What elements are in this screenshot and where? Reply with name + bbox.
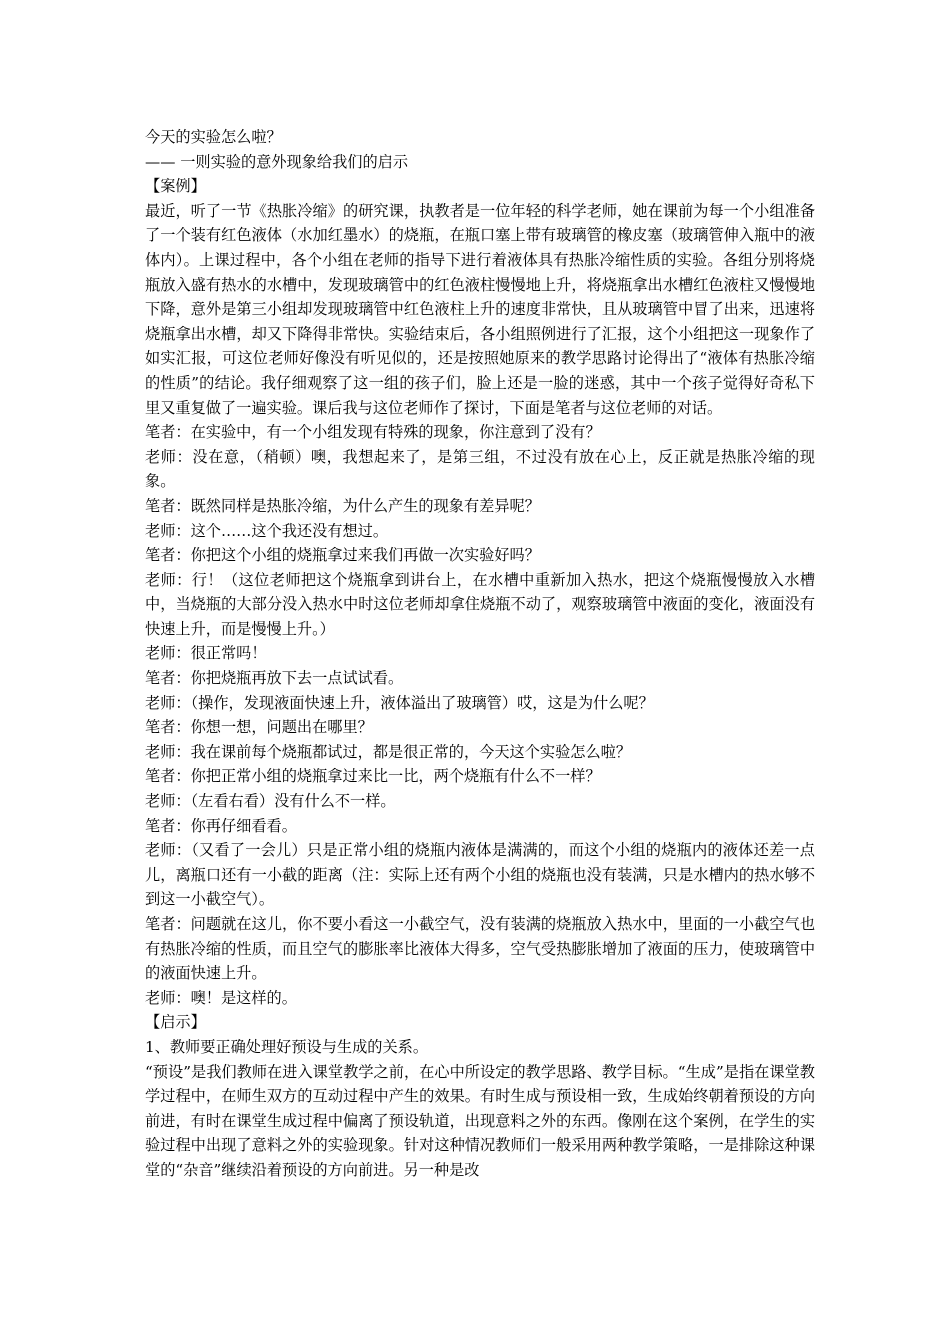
dialogue-line: 老师：很正常吗！ [145,644,267,663]
dialogue-line: 笔者：你把烧瓶再放下去一点试试看。 [145,669,404,688]
dialogue-line: 老师：没在意，（稍顿）噢，我想起来了，是第三组，不过没有放在心上，反正就是热胀冷缩的现象。 [145,447,815,491]
dialogue-line: 笔者：你把这个小组的烧瓶拿过来我们再做一次实验好吗？ [145,546,540,565]
case-intro-paragraph: 最近，听了一节《热胀冷缩》的研究课，执教者是一位年轻的科学老师，她在课前为每一个小组准备了一个装有红色液体（水加红墨水）的烧瓶，在瓶口塞上带有玻璃管的橡皮塞（玻璃管伸入瓶中的液体内）。上课过程中，各个小组在老师的指导下进行着液体具有热胀冷缩性质的实验。各组分别将烧瓶放入盛有热水的水槽中，发现玻璃管中的红色液柱慢慢地上升，将烧瓶拿出水槽红色液柱又慢慢地下降，意外是第三小组却发现玻璃管中红色液柱上升的速度非常快，且从玻璃管中冒了出来，迅速将烧瓶拿出水槽，却又下降得非常快。实验结束后，各小组照例进行了汇报，这个小组把这一现象作了如实汇报，可这位老师好像没有听见似的，还是按照她原来的教学思路讨论得出了“液体有热胀冷缩的性质”的结论。我仔细观察了这一组的孩子们，脸上还是一脸的迷惑，其中一个孩子觉得好奇私下里又重复做了一遍实验。课后我与这位老师作了探讨，下面是笔者与这位老师的对话。 [145,201,815,417]
insight-paragraph: “预设”是我们教师在进入课堂教学之前，在心中所设定的教学思路、教学目标。“生成”是指在课堂教学过程中，在师生双方的互动过程中产生的效果。有时生成与预设相一致，生成始终朝着预设的方向前进，有时在课堂生成过程中偏离了预设轨道，出现意料之外的东西。像刚在这个案例，在学生的实验过程中出现了意料之外的实验现象。针对这种情况教师们一般采用两种教学策略，一是排除这种课堂的“杂音”继续沿着预设的方向前进。另一种是改 [145,1062,815,1179]
document-page [145,125,815,1183]
dialogue-line: 笔者：在实验中，有一个小组发现有特殊的现象，你注意到了没有？ [145,423,601,442]
dialogue-line: 笔者：你再仔细看看。 [145,816,297,835]
document-title: 今天的实验怎么啦？ [145,128,282,146]
dialogue-line: 笔者：既然同样是热胀冷缩，为什么产生的现象有差异呢？ [145,496,540,515]
insight-point-1: 1、教师要正确处理好预设与生成的关系。 [145,1037,429,1056]
dialogue-line: 老师：噢！是这样的。 [145,988,297,1007]
dialogue-line: 老师：（左看右看）没有什么不一样。 [145,792,396,811]
dialogue-line: 笔者：你把正常小组的烧瓶拿过来比一比，两个烧瓶有什么不一样？ [145,767,601,786]
dialogue-line: 笔者：问题就在这儿，你不要小看这一小截空气，没有装满的烧瓶放入热水中，里面的一小截空气也有热胀冷缩的性质，而且空气的膨胀率比液体大得多，空气受热膨胀增加了液面的压力，使玻璃管中的液面快速上升。 [145,915,815,983]
section-heading-insight: 【启示】 [145,1013,206,1032]
document-subtitle: —— 一则实验的意外现象给我们的启示 [145,152,409,171]
dialogue-line: 老师：（操作，发现液面快速上升，液体溢出了玻璃管）哎，这是为什么呢？ [145,693,654,712]
section-heading-case: 【案例】 [145,177,206,196]
dialogue-line: 老师：行！（这位老师把这个烧瓶拿到讲台上，在水槽中重新加入热水，把这个烧瓶慢慢放入水槽中，当烧瓶的大部分没入热水中时这位老师却拿住烧瓶不动了，观察玻璃管中液面的变化，液面没有快速上升，而是慢慢上升。） [145,570,815,638]
dialogue-line: 老师：（又看了一会儿）只是正常小组的烧瓶内液体是满满的，而这个小组的烧瓶内的液体还差一点儿，离瓶口还有一小截的距离（注：实际上还有两个小组的烧瓶也没有装满，只是水槽内的热水够不到这一小截空气）。 [145,841,815,909]
dialogue-line: 老师：我在课前每个烧瓶都试过，都是很正常的，今天这个实验怎么啦？ [145,742,631,761]
dialogue-line: 老师：这个……这个我还没有想过。 [145,521,388,540]
dialogue-line: 笔者：你想一想，问题出在哪里？ [145,718,373,737]
